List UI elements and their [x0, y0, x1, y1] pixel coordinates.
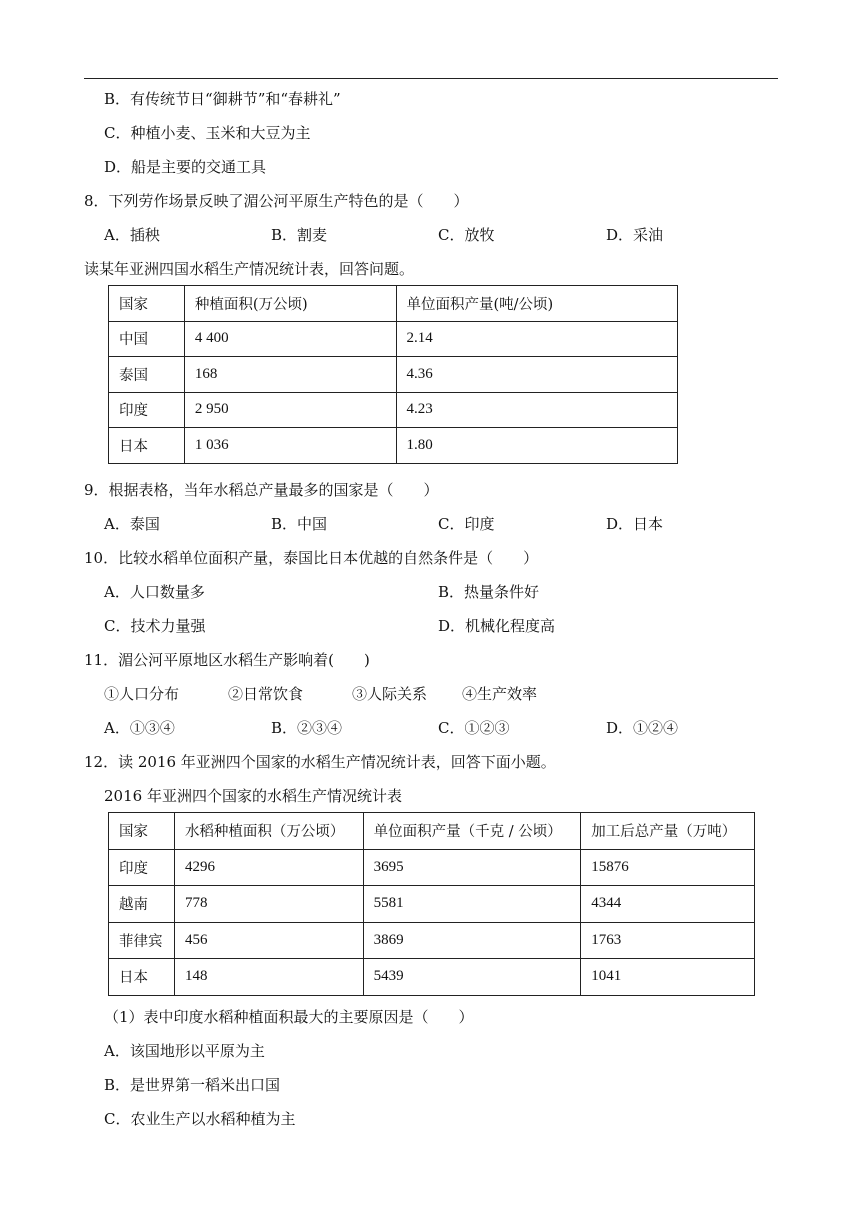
q10-option-d[interactable]: D．机械化程度高	[438, 617, 556, 635]
table-cell: 4344	[581, 886, 755, 923]
q12-sub1-option-b[interactable]: B．是世界第一稻米出口国	[104, 1076, 281, 1094]
q11-item-2: ②日常饮食	[228, 685, 304, 703]
q11-item-3: ③人际关系	[352, 685, 428, 703]
table-cell: 中国	[109, 321, 185, 357]
prev-option-b: B．有传统节日“御耕节”和“春耕礼”	[104, 90, 341, 108]
table-header-cell: 水稻种植面积（万公顷）	[174, 813, 363, 850]
table-cell: 4.23	[396, 392, 677, 428]
table-cell: 2 950	[184, 392, 396, 428]
table-cell: 168	[184, 357, 396, 393]
q9-option-c[interactable]: C．印度	[438, 515, 495, 533]
table-cell: 4296	[174, 849, 363, 886]
table-row	[109, 959, 755, 996]
table-cell: 1041	[581, 959, 755, 996]
table-header-cell: 加工后总产量（万吨）	[581, 813, 755, 850]
table-header-row	[109, 813, 755, 850]
table-cell: 1.80	[396, 428, 677, 464]
table-row	[109, 922, 755, 959]
table-header-cell: 国家	[109, 813, 175, 850]
table-cell: 1 036	[184, 428, 396, 464]
table-row	[109, 321, 678, 357]
q10-option-b[interactable]: B．热量条件好	[438, 583, 540, 601]
q10-option-c[interactable]: C．技术力量强	[104, 617, 206, 635]
header-rule	[84, 78, 778, 79]
q10-stem: 10．比较水稻单位面积产量，泰国比日本优越的自然条件是（ ）	[84, 549, 539, 567]
table-row	[109, 357, 678, 393]
table1-intro: 读某年亚洲四国水稻生产情况统计表，回答问题。	[84, 260, 415, 278]
table-cell: 4 400	[184, 321, 396, 357]
q9-option-b[interactable]: B．中国	[271, 515, 328, 533]
q12-table-title: 2016 年亚洲四个国家的水稻生产情况统计表	[104, 787, 402, 805]
rice-table-2016	[108, 812, 755, 996]
table-header-cell: 种植面积(万公顷)	[184, 286, 396, 322]
q12-sub1-option-a[interactable]: A．该国地形以平原为主	[104, 1042, 265, 1060]
table-header-cell: 国家	[109, 286, 185, 322]
table-cell: 1763	[581, 922, 755, 959]
table-row	[109, 392, 678, 428]
table-cell: 菲律宾	[109, 922, 175, 959]
q11-option-a[interactable]: A．①③④	[104, 719, 175, 737]
q11-option-c[interactable]: C．①②③	[438, 719, 510, 737]
q8-option-a[interactable]: A．插秧	[104, 226, 160, 244]
q8-stem: 8．下列劳作场景反映了湄公河平原生产特色的是（ ）	[84, 192, 469, 210]
table-cell: 泰国	[109, 357, 185, 393]
table-cell: 印度	[109, 392, 185, 428]
table-cell: 15876	[581, 849, 755, 886]
table-row	[109, 849, 755, 886]
table-row	[109, 428, 678, 464]
q8-option-b[interactable]: B．割麦	[271, 226, 328, 244]
q9-option-d[interactable]: D．日本	[606, 515, 664, 533]
q9-option-a[interactable]: A．泰国	[104, 515, 160, 533]
table-cell: 456	[174, 922, 363, 959]
table-cell: 日本	[109, 428, 185, 464]
q11-stem: 11．湄公河平原地区水稻生产影响着( )	[84, 651, 370, 669]
table-cell: 2.14	[396, 321, 677, 357]
q11-option-d[interactable]: D．①②④	[606, 719, 679, 737]
q9-stem: 9．根据表格，当年水稻总产量最多的国家是（ ）	[84, 481, 439, 499]
prev-option-c: C．种植小麦、玉米和大豆为主	[104, 124, 311, 142]
q10-option-a[interactable]: A．人口数量多	[104, 583, 205, 601]
table-row	[109, 886, 755, 923]
q12-stem: 12．读 2016 年亚洲四个国家的水稻生产情况统计表，回答下面小题。	[84, 753, 556, 771]
q12-sub1-option-c[interactable]: C．农业生产以水稻种植为主	[104, 1110, 296, 1128]
table-cell: 5439	[363, 959, 581, 996]
table-cell: 3695	[363, 849, 581, 886]
table-cell: 4.36	[396, 357, 677, 393]
rice-table-1	[108, 285, 678, 464]
table-cell: 越南	[109, 886, 175, 923]
table-cell: 778	[174, 886, 363, 923]
table-cell: 5581	[363, 886, 581, 923]
q12-sub1-stem: （1）表中印度水稻种植面积最大的主要原因是（ ）	[104, 1008, 474, 1026]
table-cell: 印度	[109, 849, 175, 886]
q11-option-b[interactable]: B．②③④	[271, 719, 343, 737]
table-cell: 148	[174, 959, 363, 996]
prev-option-d: D．船是主要的交通工具	[104, 158, 267, 176]
q8-option-d[interactable]: D．采油	[606, 226, 664, 244]
q11-item-1: ①人口分布	[104, 685, 180, 703]
table-header-row	[109, 286, 678, 322]
table-cell: 3869	[363, 922, 581, 959]
table-cell: 日本	[109, 959, 175, 996]
q11-item-4: ④生产效率	[462, 685, 538, 703]
q8-option-c[interactable]: C．放牧	[438, 226, 495, 244]
table-header-cell: 单位面积产量(吨/公顷)	[396, 286, 677, 322]
table-header-cell: 单位面积产量（千克 / 公顷）	[363, 813, 581, 850]
